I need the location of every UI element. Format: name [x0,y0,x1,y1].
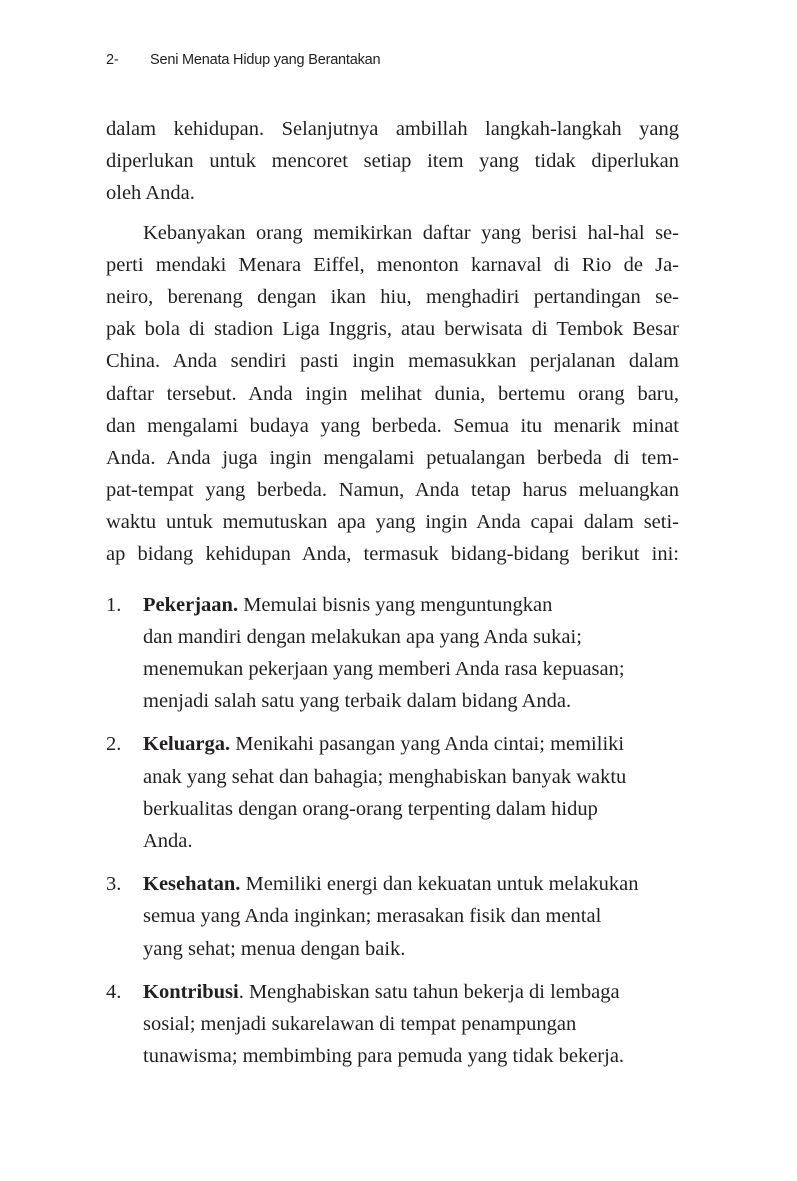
list-item [106,868,679,965]
text-line: China. Anda sendiri pasti ingin memasukkan perjalanan dalam [106,350,679,373]
text-line: pat-tempat yang berbeda. Namun, Anda tetap harus meluangkan [106,479,679,502]
list-item [106,589,679,718]
list-number: 4. [106,980,122,1003]
list-term: Pekerjaan. [143,593,239,616]
list-term: Keluarga. [143,733,231,756]
text-line: perti mendaki Menara Eiffel, menonton karnaval di Rio de Ja- [106,253,679,276]
list-text: . Menghabiskan satu tahun bekerja di lembaga [238,980,620,1003]
running-header [106,52,380,68]
numbered-list [106,589,679,1073]
list-term: Kontribusi [143,980,239,1003]
list-line: menemukan pekerjaan yang memberi Anda rasa kepuasan; [143,658,625,680]
text-line: pak bola di stadion Liga Inggris, atau berwisata di Tembok Besar [106,318,679,341]
list-text: Memulai bisnis yang menguntungkan [238,593,553,616]
text-line: dan mengalami budaya yang berbeda. Semua itu menarik minat [106,414,679,437]
text-line: dalam kehidupan. Selanjutnya ambillah langkah-langkah yang [106,118,679,140]
list-term: Kesehatan. [143,873,241,896]
list-number: 3. [106,873,122,896]
list-line: tunawisma; membimbing para pemuda yang tidak bekerja. [143,1045,625,1068]
text-line: ap bidang kehidupan Anda, termasuk bidang-bidang berikut ini: [106,543,679,566]
list-line [143,868,679,900]
list-line [143,589,679,621]
list-item [106,976,679,1073]
paragraph-continuation [106,113,679,210]
list-line: anak yang sehat dan bahagia; menghabiskan banyak waktu [143,765,627,788]
list-line [143,976,679,1008]
page-number: 2- [106,52,119,68]
page-body [106,113,679,1072]
paragraph-main [106,217,679,571]
list-line: menjadi salah satu yang terbaik dalam bidang Anda. [143,690,572,713]
book-title: Seni Menata Hidup yang Berantakan [150,52,381,68]
text-line: neiro, berenang dengan ikan hiu, menghadiri pertandingan se- [106,285,679,308]
list-text: Memiliki energi dan kekuatan untuk melakukan [240,873,639,896]
text-line: Kebanyakan orang memikirkan daftar yang berisi hal-hal se- [143,221,679,244]
list-line [143,728,679,760]
list-line: yang sehat; menua dengan baik. [143,937,406,960]
list-number: 1. [106,593,122,616]
list-line: dan mandiri dengan melakukan apa yang Anda sukai; [143,625,582,648]
text-line: oleh Anda. [106,182,195,205]
list-item [106,728,679,857]
text-line: Anda. Anda juga ingin mengalami petualangan berbeda di tem- [106,446,679,469]
list-line: semua yang Anda inginkan; merasakan fisik dan mental [143,905,602,928]
list-text: Menikahi pasangan yang Anda cintai; memiliki [230,733,625,756]
list-number: 2. [106,733,122,756]
list-line: berkualitas dengan orang-orang terpenting dalam hidup [143,797,598,820]
text-line: waktu untuk memutuskan apa yang ingin Anda capai dalam seti- [106,511,679,534]
text-line: daftar tersebut. Anda ingin melihat dunia, bertemu orang baru, [106,382,679,405]
list-line: Anda. [143,829,193,852]
list-line: sosial; menjadi sukarelawan di tempat penampungan [143,1012,577,1035]
text-line: diperlukan untuk mencoret setiap item yang tidak diperlukan [106,150,679,173]
